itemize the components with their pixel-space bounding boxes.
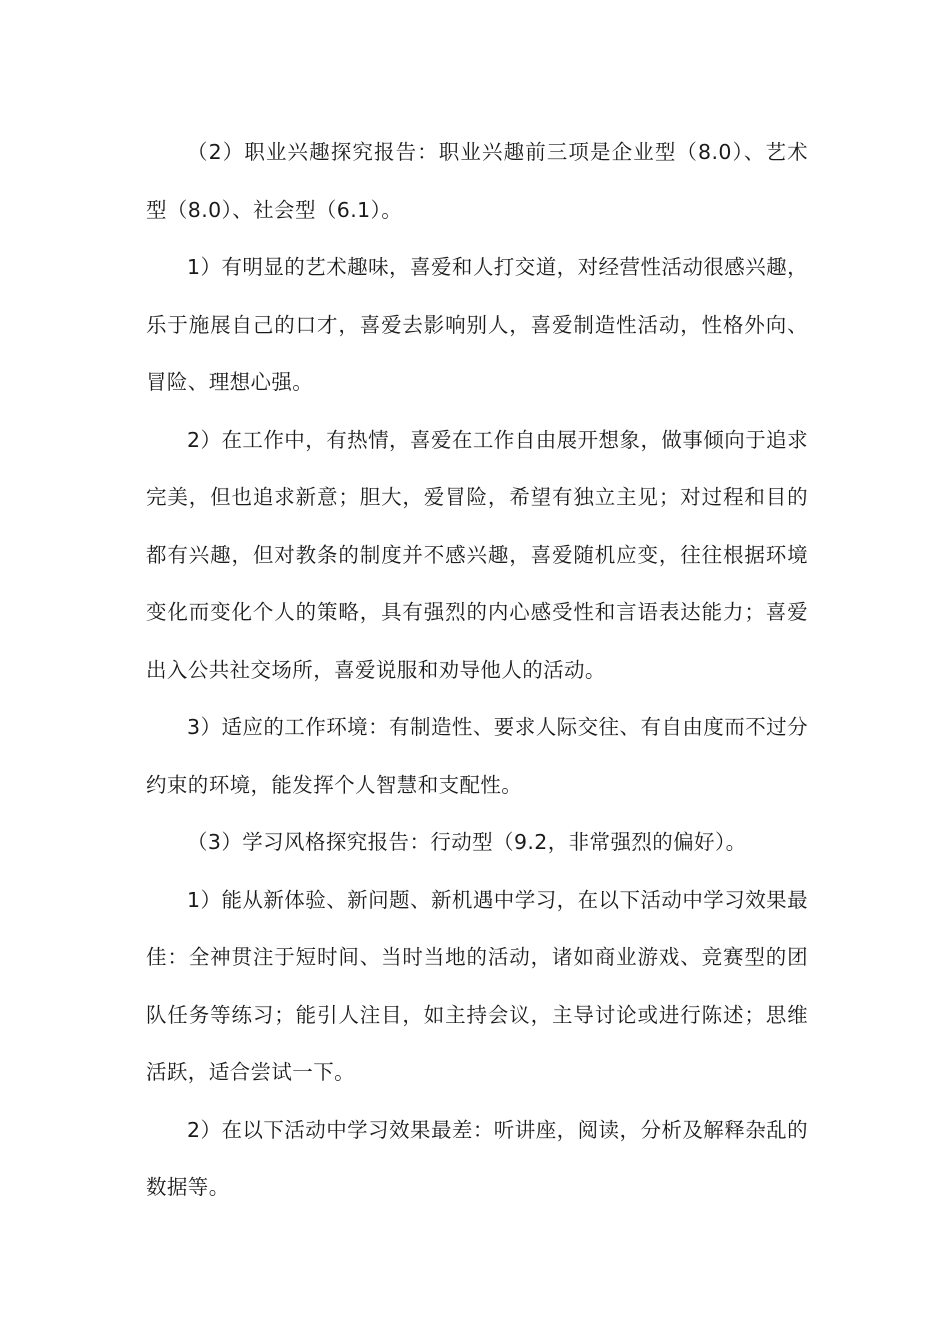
paragraph-learning-style-report: （3）学习风格探究报告：行动型（9.2，非常强烈的偏好）。 (187, 830, 747, 854)
paragraph-interest-point-1: 1）有明显的艺术趣味，喜爱和人打交道，对经营性活动很感兴趣，乐于施展自己的口才，喜爱去影响别人，喜爱制造性活动，性格外向、冒险、理想心强。 (146, 255, 808, 394)
paragraph-interest-point-2: 2）在工作中，有热情，喜爱在工作自由展开想象，做事倾向于追求完美，但也追求新意；胆大，爱冒险，希望有独立主见；对过程和目的都有兴趣，但对教条的制度并不感兴趣，喜爱随机应变，往往根据环境变化而变化个人的策略，具有强烈的内心感受性和言语表达能力；喜爱出入公共社交场所，喜爱说服和劝导他人的活动。 (146, 427, 808, 682)
paragraph-career-interest-report: （2）职业兴趣探究报告：职业兴趣前三项是企业型（8.0）、艺术型（8.0）、社会型（6.1）。 (146, 140, 808, 222)
paragraph-interest-point-3: 3）适应的工作环境：有制造性、要求人际交往、有自由度而不过分约束的环境，能发挥个人智慧和支配性。 (146, 715, 808, 797)
document-body (146, 124, 808, 1217)
paragraph-learning-point-1: 1）能从新体验、新问题、新机遇中学习，在以下活动中学习效果最佳：全神贯注于短时间、当时当地的活动，诸如商业游戏、竞赛型的团队任务等练习；能引人注目，如主持会议，主导讨论或进行陈述；思维活跃，适合尝试一下。 (146, 887, 808, 1084)
paragraph-learning-point-2: 2）在以下活动中学习效果最差：听讲座，阅读，分析及解释杂乱的数据等。 (146, 1117, 808, 1199)
